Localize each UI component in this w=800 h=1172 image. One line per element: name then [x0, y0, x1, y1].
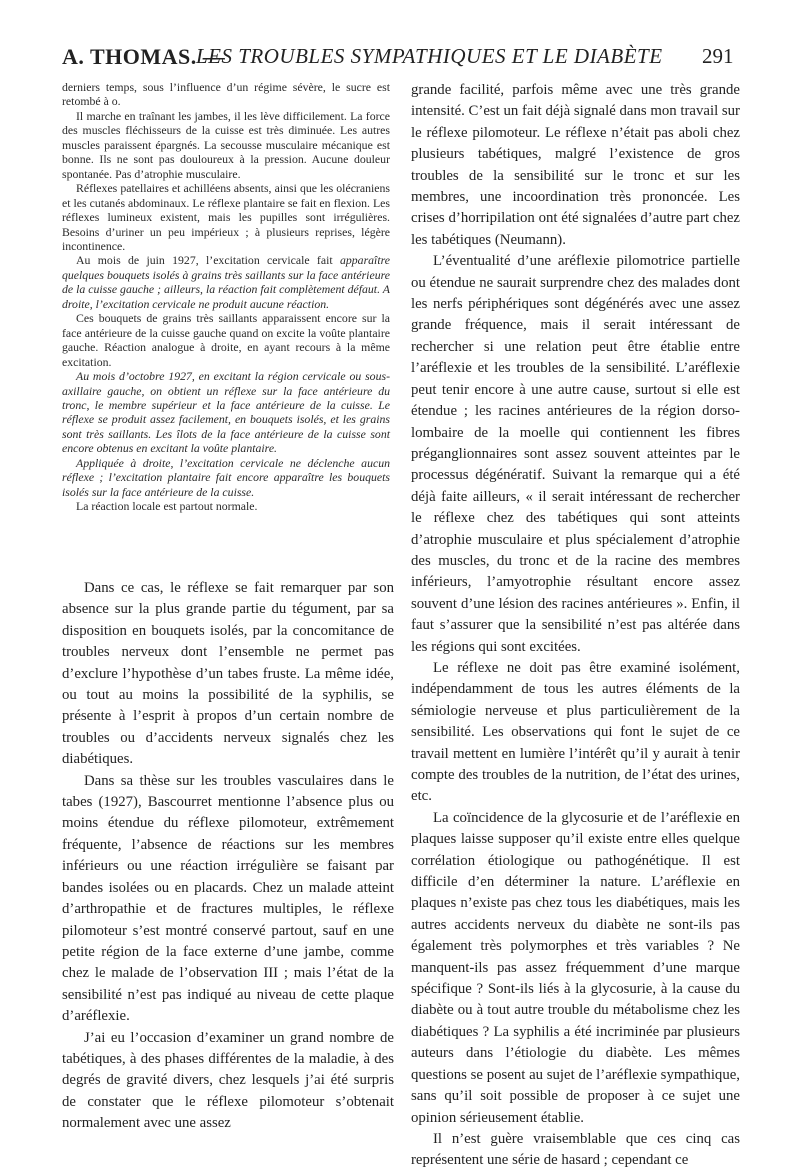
body-paragraph: Le réflexe ne doit pas être examiné isolément, indépendamment de tous les autres éléments de la sémiologie nerveuse et plus particulièrement de la sensibilité. Les observations qui font le sujet de ce travail mettent en lumière l’intérêt qu’il y aurait à tenir compte des troubles de la nutrition, de l’état des urines, etc. — [411, 659, 740, 805]
body-paragraph: Dans ce cas, le réflexe se fait remarquer par son absence sur la plus grande partie du tégument, par sa disposition en bouquets isolés, par la concomitance de troubles nerveux dont l’ensemble ne permet pas d’exclure l’hypothèse d’un tabes fruste. La même idée, ou tout au moins la possibilité de la syphilis, se présente à l’esprit à propos d’un certain nombre de troubles ou d’accidents nerveux signalés chez les diabétiques. — [62, 580, 394, 768]
running-header — [0, 44, 800, 74]
note-paragraph: derniers temps, sous l’influence d’un régime sévère, le sucre est retombé à o. — [62, 80, 390, 109]
body-paragraph: J’ai eu l’occasion d’examiner un grand nombre de tabétiques, à des phases différentes de la maladie, à des degrés de gravité divers, chez lesquels j’ai été surpris de constater que le réflexe pilomoteur s’obtenait normalement avec une assez — [62, 1029, 394, 1132]
observation-notes — [62, 80, 390, 514]
note-paragraph: La réaction locale est partout normale. — [76, 499, 258, 514]
body-paragraph: grande facilité, parfois même avec une très grande intensité. C’est un fait déjà signalé dans mon travail sur le réflexe pilomoteur. Le réflexe n’était pas aboli chez plusieurs tabétiques, malgré l’existence de gros troubles de la sensibilité sur le tronc et sur les membres, une incoordination très prononcée. Les crises d’horripilation ont été signalées d’autre part chez les tabétiques (Neumann). — [411, 82, 740, 248]
header-title: LES TROUBLES SYMPATHIQUES ET LE DIABÈTE — [196, 44, 663, 68]
note-text: Au mois de juin 1927, l’excitation cervicale fait — [76, 253, 340, 268]
note-italic-text: apparaître quelques bouquets isolés à grains très saillants sur la face antérieure de la cuisse gauche ; ailleurs, la réaction fait complètement défaut. A droite, l’excitation cervicale ne produit aucune réaction. — [62, 253, 390, 311]
body-paragraph: Il n’est guère vraisemblable que ces cinq cas représentent une série de hasard ; cependant ce — [411, 1130, 740, 1169]
body-paragraph: L’éventualité d’une aréflexie pilomotrice partielle ou étendue ne saurait surprendre chez des malades dont les nerfs périphériques sont dégénérés avec une assez grande fréquence, mais il serait intéressant de rechercher si une relation peut être établie entre l’aréflexie et les troubles de la sensibilité. L’aréflexie peut tenir encore à une autre cause, surtout si elle est étendue ; les racines antérieures de la région dorso-lombaire de la moelle qui contiennent les fibres préganglionnaires sont assez souvent atteintes par le processus dégénératif. Suivant la remarque qui a été déjà faite ailleurs, « il serait intéressant de rechercher le réflexe chez des tabétiques qui sont atteints d’atrophie musculaire et plus spécialement d’atrophie des muscles, du tronc et de la racine des membres inférieurs, l’amyotrophie résultant encore assez souvent d’une lésion des racines antérieures ». Enfin, il faut s’assurer que la sensibilité n’est pas altérée dans les régions qui sont excitées. — [411, 253, 740, 655]
note-paragraph: Appliquée à droite, l’excitation cervicale ne déclenche aucun réflexe ; l’excitation plantaire fait encore apparaître les bouquets isolés sur la face antérieure de la cuisse. — [62, 455, 390, 499]
note-paragraph: Ces bouquets de grains très saillants apparaissent encore sur la face antérieure de la cuisse gauche quand on excite la voûte plantaire gauche. Réaction analogue à droite, en ayant recours à la même excitation. — [62, 311, 390, 369]
note-paragraph: Il marche en traînant les jambes, il les lève difficilement. La force des muscles fléchisseurs de la cuisse est très diminuée. Les autres muscles paraissent épargnés. La secousse musculaire mécanique est bonne. Ils ne sont pas douloureux à la pression. Aucune douleur spontanée. Pas d’atrophie musculaire. — [62, 108, 390, 181]
note-paragraph: Au mois d’octobre 1927, en excitant la région cervicale ou sous-axillaire gauche, on obtient un réflexe sur la face antérieure du tronc, le membre supérieur et la face antérieure de la cuisse. Le réflexe se produit assez facilement, en bouquets isolés, et les grains sont très saillants. Les îlots de la face antérieure de la cuisse sont encore obtenus en excitant la voûte plantaire. — [62, 369, 390, 456]
header-author: A. THOMAS. — — [62, 44, 226, 69]
right-column-body — [411, 80, 740, 1172]
body-paragraph: La coïncidence de la glycosurie et de l’aréflexie en plaques laisse supposer qu’il existe entre elles quelque corrélation étiologique ou pathogénétique. Il est difficile d’en déterminer la nature. L’aréflexie en plaques n’existe pas chez tous les diabétiques, mais les autres accidents nerveux du diabète ne sont-ils pas également très polymorphes et très variables ? Ne manquent-ils pas assez fréquemment d’une marque spécifique ? Sont-ils liés à la glycosurie, à la cause du diabète ou à tout autre trouble du métabolisme chez les diabétiques ? La syphilis a été incriminée par plusieurs auteurs dans l’étiologie du diabète. Les mêmes questions se posent au sujet de l’aréflexie sympathique, sans qu’il soit possible de proposer à ce sujet une opinion sérieusement établie. — [411, 809, 740, 1126]
body-paragraph: Dans sa thèse sur les troubles vasculaires dans le tabes (1927), Bascourret mentionne l’absence plus ou moins étendue du réflexe pilomoteur, extrêmement fréquente, l’absence de réactions sur les membres inférieurs ou une réaction irrégulière se faisant par bandes isolées ou en placards. Chez un malade atteint d’arthropathie et de fractures multiples, le réflexe pilomoteur s’est montré conservé partout, sauf en une petite région de la face externe d’une jambe, comme chez le malade de l’observation III ; mais l’état de la sensibilité n’est pas indiqué au niveau de cette plaque d’aréflexie. — [62, 772, 394, 1025]
page-number: 291 — [702, 44, 734, 68]
left-column-body — [62, 578, 394, 1135]
note-paragraph: Réflexes patellaires et achilléens absents, ainsi que les olécraniens et les cutanés abdominaux. Le réflexe plantaire se fait en flexion. Les réflexes lumineux existent, mais les pupilles sont irrégulières. Besoins d’uriner un peu impérieux ; à plusieurs reprises, légère incontinence. — [62, 181, 390, 253]
note-paragraph — [62, 253, 390, 311]
